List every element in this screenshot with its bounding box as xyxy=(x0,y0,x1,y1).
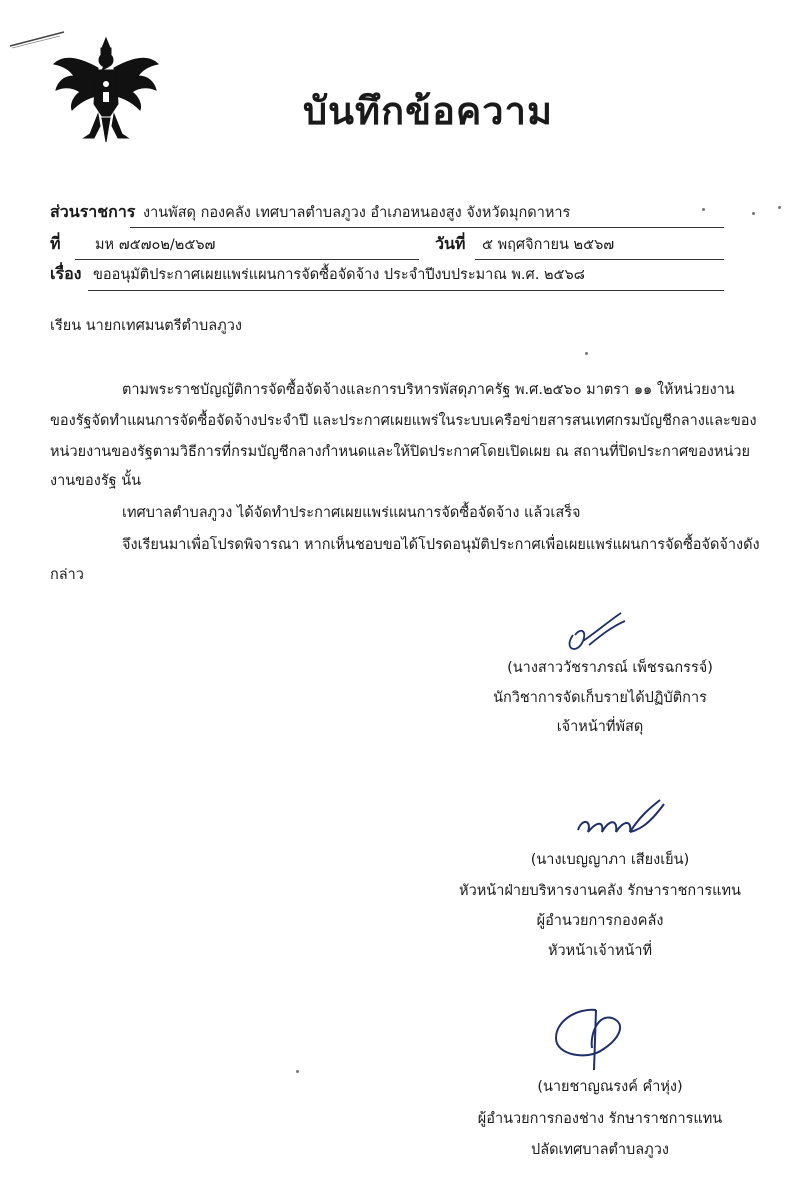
signature-2-mark xyxy=(568,790,678,846)
subject-underline xyxy=(88,290,724,291)
memo-title: บันทึกข้อความ xyxy=(302,89,554,133)
scan-speck xyxy=(778,206,781,209)
signatory-2-name: (นางเบญญาภา เสียงเย็น) xyxy=(530,852,690,868)
agency-value: งานพัสดุ กองคลัง เทศบาลตำบลภูวง อำเภอหนองสูง จังหวัดมุกดาหาร xyxy=(143,205,571,221)
ref-underline xyxy=(75,259,419,260)
date-label: วันที่ xyxy=(435,234,466,253)
subject-label: เรื่อง xyxy=(50,264,82,283)
para1-line-1: ตามพระราชบัญญัติการจัดซื้อจัดจ้างและการบริหารพัสดุภาครัฐ พ.ศ.๒๕๖๐ มาตรา ๑๑ ให้หน่วยงาน xyxy=(122,382,735,398)
agency-label: ส่วนราชการ xyxy=(50,202,136,221)
para2-line-1: เทศบาลตำบลภูวง ได้จัดทำประกาศเผยแพร่แผนการจัดซื้อจัดจ้าง แล้วเสร็จ xyxy=(122,505,581,521)
para1-line-4: งานของรัฐ นั้น xyxy=(50,473,142,489)
ref-label: ที่ xyxy=(50,234,61,253)
salutation-label: เรียน xyxy=(50,318,82,334)
para3-line-2: กล่าว xyxy=(50,567,84,583)
signatory-1-position-2: เจ้าหน้าที่พัสดุ xyxy=(556,719,644,735)
date-underline xyxy=(475,259,724,260)
signature-3-mark xyxy=(548,1004,648,1074)
signatory-1-name: (นางสาววัชราภรณ์ เพ็ชรฉกรรจ์) xyxy=(507,660,713,676)
scan-speck xyxy=(752,212,755,215)
para3-line-1: จึงเรียนมาเพื่อโปรดพิจารณา หากเห็นชอบขอได้โปรดอนุมัติประกาศเพื่อเผยแพร่แผนการจัดซื้อจัดจ้างดัง xyxy=(122,537,760,553)
scan-speck xyxy=(296,1070,299,1073)
signatory-3-name: (นายชาญณรงค์ คำหุ่ง) xyxy=(537,1079,683,1095)
signatory-2-position-2: ผู้อำนวยการกองคลัง xyxy=(536,913,664,929)
scan-speck xyxy=(702,208,705,211)
signatory-3-position-1: ผู้อำนวยการกองช่าง รักษาราชการแทน xyxy=(477,1111,723,1127)
salutation-value: นายกเทศมนตรีตำบลภูวง xyxy=(85,318,242,334)
signatory-1-position-1: นักวิชาการจัดเก็บรายได้ปฏิบัติการ xyxy=(493,690,707,706)
salutation xyxy=(50,314,242,337)
ref-value: มห ๗๕๗๐๒/๒๕๖๗ xyxy=(95,237,216,253)
scan-speck xyxy=(585,352,588,355)
para1-line-2: ของรัฐจัดทำแผนการจัดซื้อจัดจ้างประจำปี และประกาศเผยแพร่ในระบบเครือข่ายสารสนเทศกรมบัญชีกลางและของ xyxy=(50,413,757,429)
signatory-2-position-1: หัวหน้าฝ่ายบริหารงานคลัง รักษาราชการแทน xyxy=(459,883,741,899)
date-value: ๕ พฤศจิกายน ๒๕๖๗ xyxy=(482,237,615,253)
signatory-2-position-3: หัวหน้าเจ้าหน้าที่ xyxy=(547,943,653,959)
signatory-3-position-2: ปลัดเทศบาลตำบลภูวง xyxy=(531,1142,669,1158)
subject-value: ขออนุมัติประกาศเผยแพร่แผนการจัดซื้อจัดจ้าง ประจำปีงบประมาณ พ.ศ. ๒๕๖๘ xyxy=(93,267,585,283)
agency-underline xyxy=(130,227,724,228)
para1-line-3: หน่วยงานของรัฐตามวิธีการที่กรมบัญชีกลางกำหนดและให้ปิดประกาศโดยเปิดเผย ณ สถานที่ปิดประกาศของหน่วย xyxy=(50,444,750,460)
